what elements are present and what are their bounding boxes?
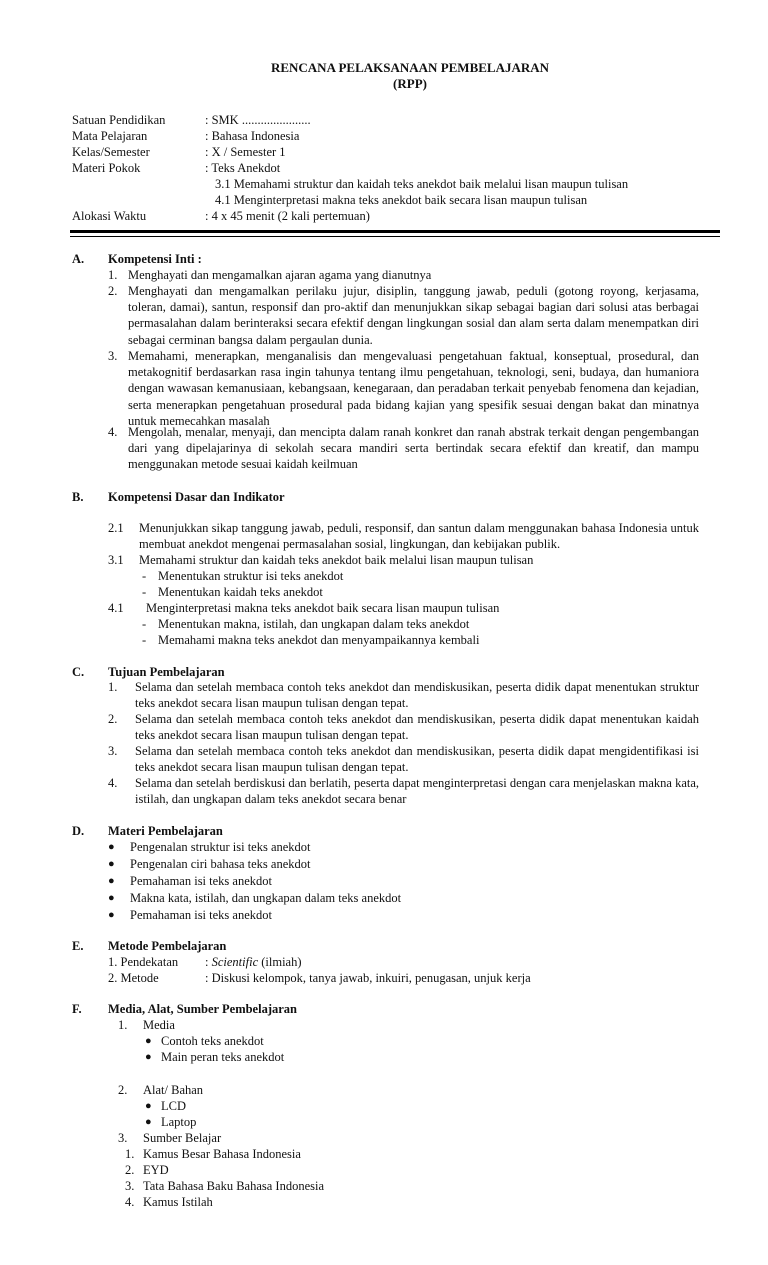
kd-text: Menginterpretasi makna teks anekdot baik secara lisan maupun tulisan — [146, 601, 500, 615]
identity-value: : 4 x 45 menit (2 kali pertemuan) — [205, 209, 370, 223]
section-letter: E. — [72, 939, 84, 953]
list-number: 4. — [108, 425, 118, 439]
identity-kd-line: 4.1 Menginterpretasi makna teks anekdot baik secara lisan maupun tulisan — [215, 193, 588, 207]
method-label: 1. Pendekatan — [108, 955, 179, 969]
header-divider-thick — [70, 230, 720, 233]
kd-number: 4.1 — [108, 601, 124, 615]
indicator-dash: - — [142, 585, 147, 599]
bullet-item: Pengenalan struktur isi teks anekdot — [130, 840, 311, 854]
bullet-item: Main peran teks anekdot — [161, 1050, 285, 1064]
bullet-item: Contoh teks anekdot — [161, 1034, 264, 1048]
list-item: Menghayati dan mengamalkan perilaku jujur, disiplin, tanggung jawab, peduli (gotong royong, kerjasama, toleran, damai), santun, responsif dan pro-aktif dan menunjukkan sikap sebagai bagian dari solusi atas berbagai permasalahan dalam berinteraksi secara efektif dengan lingkungan sosial dan alam serta dalam menempatkan diri sebagai cerminan bangsa dalam pergaulan dunia. — [128, 284, 699, 347]
list-number: 4. — [125, 1195, 135, 1209]
list-number: 4. — [108, 776, 118, 790]
list-item: Menghayati dan mengamalkan ajaran agama yang dianutnya — [128, 268, 432, 282]
list-item: Mengolah, menalar, menyaji, dan mencipta dalam ranah konkret dan ranah abstrak terkait dengan pengembangan dari yang dipelajarinya di sekolah secara mandiri serta bertindak secara efektif dan kreatif, dan mampu menggunakan metode sesuai kaidah keilmuan — [128, 425, 699, 472]
identity-value: : X / Semester 1 — [205, 145, 286, 159]
bullet-icon: ● — [145, 1100, 152, 1112]
bullet-icon: ● — [145, 1035, 152, 1047]
list-number: 3. — [125, 1179, 135, 1193]
bullet-icon: ● — [108, 858, 115, 870]
section-title: Metode Pembelajaran — [108, 939, 227, 953]
identity-kd-line: 3.1 Memahami struktur dan kaidah teks anekdot baik melalui lisan maupun tulisan — [215, 177, 629, 191]
bullet-item: Makna kata, istilah, dan ungkapan dalam teks anekdot — [130, 891, 402, 905]
identity-label: Satuan Pendidikan — [72, 113, 166, 127]
source-item: Kamus Besar Bahasa Indonesia — [143, 1147, 301, 1161]
source-item: EYD — [143, 1163, 169, 1177]
list-item: Selama dan setelah berdiskusi dan berlatih, peserta dapat menginterpretasi dengan cara menjelaskan makna kata, istilah, dan ungkapan dalam teks anekdot secara benar — [135, 776, 700, 807]
source-item: Tata Bahasa Baku Bahasa Indonesia — [143, 1179, 325, 1193]
list-number: 2. — [108, 284, 118, 298]
bullet-item: Pengenalan ciri bahasa teks anekdot — [130, 857, 311, 871]
list-number: 3. — [108, 349, 118, 363]
list-number: 1. — [125, 1147, 135, 1161]
list-number: 1. — [108, 680, 118, 694]
list-number: 2. — [118, 1083, 128, 1097]
identity-value: : Teks Anekdot — [205, 161, 281, 175]
bullet-icon: ● — [145, 1051, 152, 1063]
list-item: Selama dan setelah membaca contoh teks anekdot dan mendiskusikan, peserta didik dapat mengidentifikasi isi teks anekdot secara lisan maupun tulisan dengan tepat. — [135, 744, 699, 775]
subsection-label: Media — [143, 1018, 175, 1032]
section-title: Tujuan Pembelajaran — [108, 665, 225, 679]
list-number: 3. — [108, 744, 118, 758]
bullet-icon: ● — [108, 875, 115, 887]
section-letter: A. — [72, 252, 85, 266]
list-item: Memahami, menerapkan, menganalisis dan mengevaluasi pengetahuan faktual, konseptual, prosedural, dan metakognitif berdasarkan rasa ingin tahunya tentang ilmu pengetahuan, teknologi, seni, budaya, dan humaniora dengan wawasan kemanusiaan, kebangsaan, kenegaraan, dan peradaban terkait penyebab fenomena dan kejadian, serta menerapkan pengetahuan prosedural pada bidang kajian yang spesifik sesuai dengan bakat dan minatnya untuk memecahkan masalah — [128, 349, 699, 428]
section-letter: D. — [72, 824, 85, 838]
bullet-icon: ● — [108, 841, 115, 853]
bullet-item: LCD — [161, 1099, 186, 1113]
bullet-item: Pemahaman isi teks anekdot — [130, 908, 272, 922]
identity-label: Kelas/Semester — [72, 145, 150, 159]
kd-number: 2.1 — [108, 521, 124, 535]
method-value: : Diskusi kelompok, tanya jawab, inkuiri, penugasan, unjuk kerja — [205, 971, 531, 985]
list-number: 2. — [108, 712, 118, 726]
indicator-dash: - — [142, 633, 147, 647]
list-item: Selama dan setelah membaca contoh teks anekdot dan mendiskusikan, peserta didik dapat menentukan kaidah teks anekdot secara lisan maupun tulisan dengan tepat. — [135, 712, 699, 743]
identity-value: : Bahasa Indonesia — [205, 129, 300, 143]
section-letter: B. — [72, 490, 84, 504]
method-value: : Scientific (ilmiah) — [205, 955, 302, 969]
indicator-item: Menentukan struktur isi teks anekdot — [158, 569, 344, 583]
section-letter: F. — [72, 1002, 82, 1016]
bullet-item: Laptop — [161, 1115, 197, 1129]
identity-value: : SMK ...................... — [205, 113, 311, 127]
bullet-icon: ● — [145, 1116, 152, 1128]
identity-label: Materi Pokok — [72, 161, 141, 175]
kd-text: Memahami struktur dan kaidah teks anekdot baik melalui lisan maupun tulisan — [139, 553, 534, 567]
list-number: 1. — [108, 268, 118, 282]
section-title: Kompetensi Inti : — [108, 252, 202, 266]
list-number: 1. — [118, 1018, 128, 1032]
subsection-label: Sumber Belajar — [143, 1131, 222, 1145]
bullet-icon: ● — [108, 909, 115, 921]
indicator-dash: - — [142, 569, 147, 583]
identity-label: Alokasi Waktu — [72, 209, 147, 223]
section-title: Materi Pembelajaran — [108, 824, 223, 838]
method-label: 2. Metode — [108, 971, 159, 985]
bullet-item: Pemahaman isi teks anekdot — [130, 874, 272, 888]
bullet-icon: ● — [108, 892, 115, 904]
indicator-item: Memahami makna teks anekdot dan menyampaikannya kembali — [158, 633, 480, 647]
document-title: RENCANA PELAKSANAAN PEMBELAJARAN — [270, 60, 550, 75]
indicator-dash: - — [142, 617, 147, 631]
list-number: 2. — [125, 1163, 135, 1177]
section-letter: C. — [72, 665, 85, 679]
list-item: Selama dan setelah membaca contoh teks anekdot dan mendiskusikan, peserta didik dapat menentukan struktur teks anekdot secara lisan maupun tulisan dengan tepat. — [135, 680, 699, 711]
kd-text: Menunjukkan sikap tanggung jawab, peduli, responsif, dan santun dalam menggunakan bahasa Indonesia untuk membuat anekdot mengenai permasalahan sosial, lingkungan, dan kebijakan publik. — [139, 521, 699, 552]
section-title: Media, Alat, Sumber Pembelajaran — [108, 1002, 297, 1016]
source-item: Kamus Istilah — [143, 1195, 213, 1209]
list-number: 3. — [118, 1131, 128, 1145]
subsection-label: Alat/ Bahan — [143, 1083, 204, 1097]
kd-number: 3.1 — [108, 553, 124, 567]
identity-label: Mata Pelajaran — [72, 129, 148, 143]
header-divider-thin — [70, 236, 720, 237]
document-subtitle: (RPP) — [393, 76, 427, 91]
section-title: Kompetensi Dasar dan Indikator — [108, 490, 285, 504]
indicator-item: Menentukan makna, istilah, dan ungkapan dalam teks anekdot — [158, 617, 470, 631]
indicator-item: Menentukan kaidah teks anekdot — [158, 585, 323, 599]
